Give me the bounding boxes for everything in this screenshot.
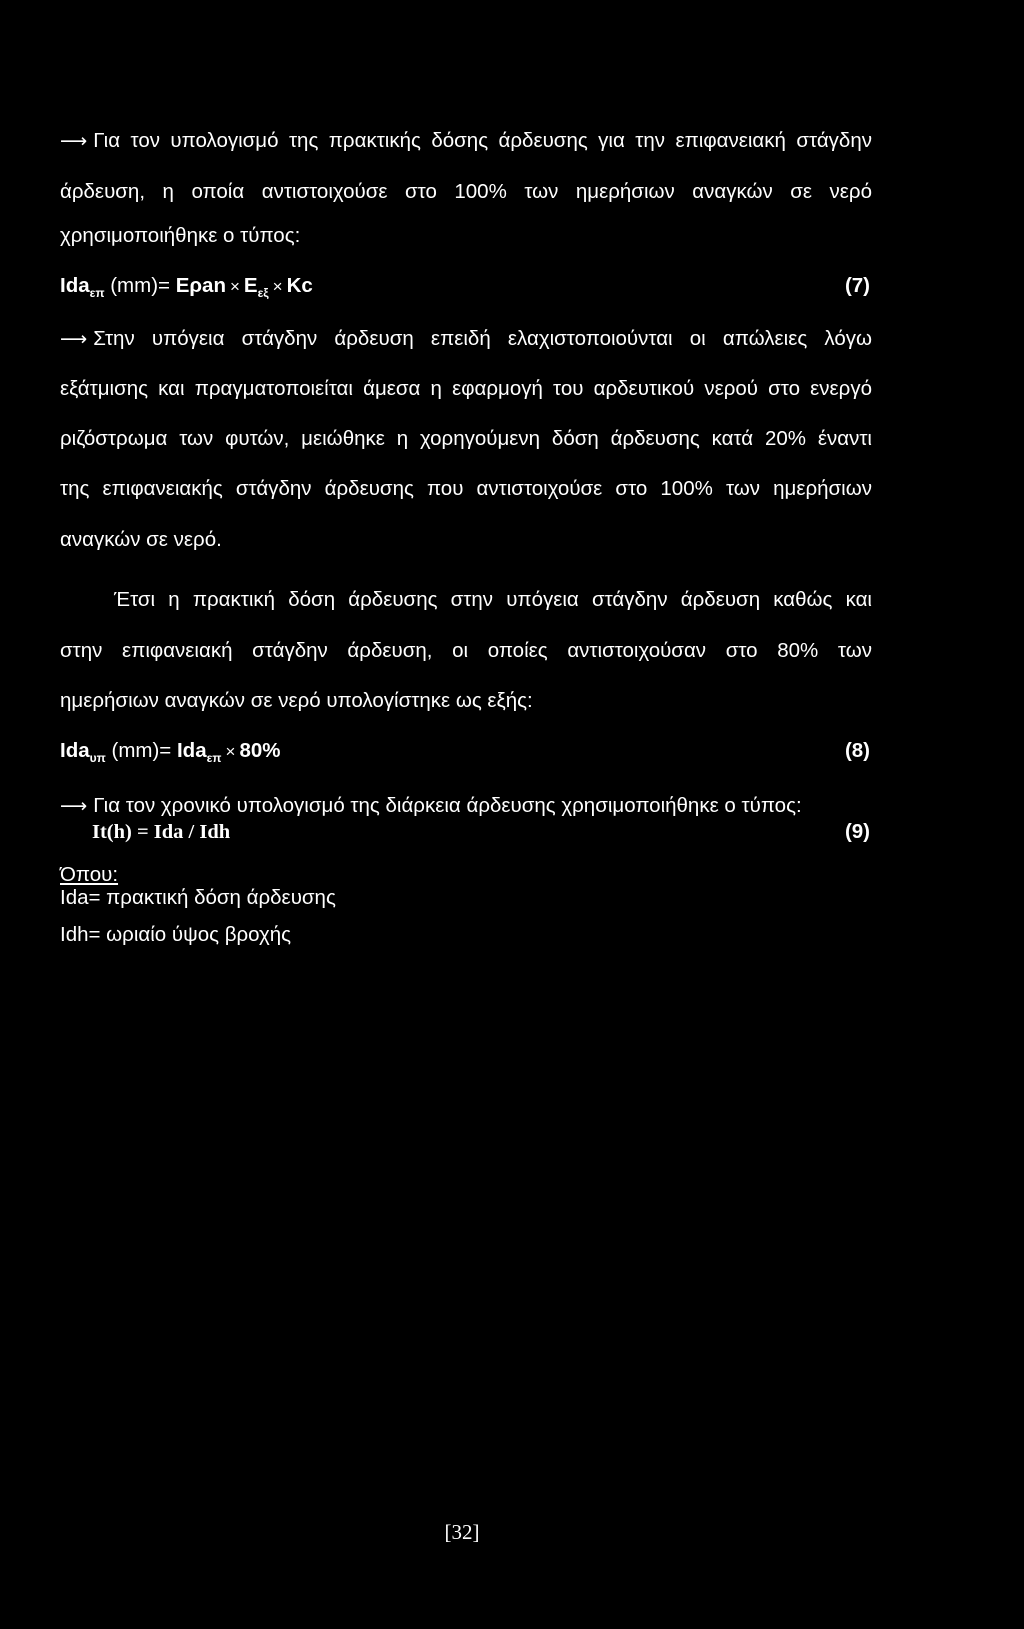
arrow-right-icon: ⟶ bbox=[60, 131, 88, 152]
para3-line-2: στην επιφανειακή στάγδην άρδευση, οι οποίες αντιστοιχούσαν στο 80% των bbox=[60, 639, 872, 662]
para3-line-1: Έτσι η πρακτική δόση άρδευσης στην υπόγεια στάγδην άρδευση καθώς και bbox=[114, 588, 872, 611]
equation-number-8: (8) bbox=[844, 739, 870, 762]
definitions-heading: Όπου: bbox=[60, 863, 119, 886]
para2-line-5: αναγκών σε νερό. bbox=[60, 528, 222, 551]
para2-line-3: ριζόστρωμα των φυτών, μειώθηκε η χορηγούμενη δόση άρδευσης κατά 20% έναντι bbox=[60, 427, 872, 450]
arrow-right-icon: ⟶ bbox=[60, 329, 88, 350]
para1-line-2: άρδευση, η οποία αντιστοιχούσε στο 100% των ημερήσιων αναγκών σε νερό bbox=[60, 180, 872, 203]
para2-line-2: εξάτμισης και πραγματοποιείται άμεσα η εφαρμογή του αρδευτικού νερού στο ενεργό bbox=[60, 377, 872, 400]
formula-8: Ida$_{\upsilon\pi}$ (mm)= Ida$_{\varepsilon\pi}$ × 80% bbox=[60, 739, 281, 765]
equation-number-9: (9) bbox=[844, 820, 870, 843]
para2-line-4: της επιφανειακής στάγδην άρδευσης που αντιστοιχούσε στο 100% των ημερήσιων bbox=[60, 477, 872, 500]
definition-idh: Idh= ωριαίο ύψος βροχής bbox=[60, 923, 292, 946]
para1-line-3: χρησιμοποιήθηκε ο τύπος: bbox=[60, 224, 301, 247]
formula-9: It(h) = Ida / Idh bbox=[92, 821, 231, 843]
formula-7: Ida$_{\varepsilon\pi}$ $(mm)= E\rho an \times E_{\varepsilon\xi} \times Kc$ bbox=[60, 274, 313, 300]
equation-number-7: (7) bbox=[844, 274, 870, 297]
para1-line-1: ⟶ Για τον υπολογισμό της πρακτικής δόσης άρδευσης για την επιφανειακή στάγδην bbox=[60, 128, 872, 155]
para4-line: ⟶ Για τον χρονικό υπολογισμό της διάρκεια άρδευσης χρησιμοποιήθηκε ο τύπος: bbox=[60, 793, 802, 820]
para2-line-1: ⟶ Στην υπόγεια στάγδην άρδευση επειδή ελαχιστοποιούνται οι απώλειες λόγω bbox=[60, 326, 872, 353]
page-number: [32] bbox=[444, 1520, 480, 1544]
arrow-right-icon: ⟶ bbox=[60, 796, 88, 817]
definition-ida: Ida= πρακτική δόση άρδευσης bbox=[60, 886, 336, 909]
para3-line-3: ημερήσιων αναγκών σε νερό υπολογίστηκε ως εξής: bbox=[60, 689, 533, 712]
